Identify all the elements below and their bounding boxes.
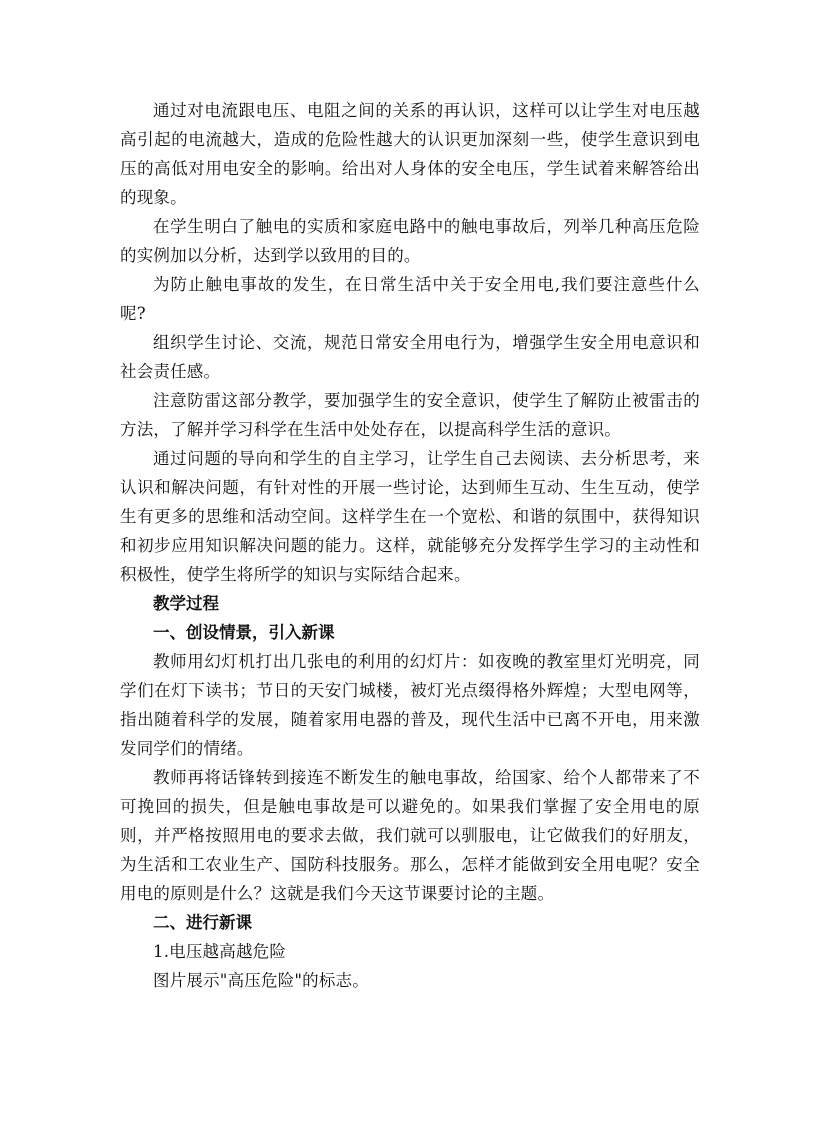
section-2-subheading: 1.电压越高越危险 — [153, 942, 287, 961]
intro-paragraph-6: 通过问题的导向和学生的自主学习，让学生自己去阅读、去分析思考，来认识和解决问题，有针对性的开展一些讨论，达到师生互动、生生互动，使学生有更多的思维和活动空间。这样学生在一个宽松、和谐的氛围中，获得知识和初步应用知识解决问题的能力。这样，就能够充分发挥学生学习的主动性和积极性，使学生将所学的知识与实际结合起来。 — [120, 449, 700, 584]
section-1-paragraph-2: 教师再将话锋转到接连不断发生的触电事故，给国家、给个人都带来了不可挽回的损失，但是触电事故是可以避免的。如果我们掌握了安全用电的原则，并严格按照用电的要求去做，我们就可以驯服电，让它做我们的好朋友，为生活和工农业生产、国防科技服务。那么，怎样才能做到安全用电呢？安全用电的原则是什么？这就是我们今天这节课要讨论的主题。 — [120, 768, 700, 903]
document-page — [120, 96, 700, 995]
intro-paragraph-4: 组织学生讨论、交流，规范日常安全用电行为，增强学生安全用电意识和社会责任感。 — [120, 333, 700, 381]
intro-paragraph-2: 在学生明白了触电的实质和家庭电路中的触电事故后，列举几种高压危险的实例加以分析，达到学以致用的目的。 — [120, 217, 700, 265]
intro-paragraph-5: 注意防雷这部分教学，要加强学生的安全意识，使学生了解防止被雷击的方法，了解并学习科学在生活中处处存在，以提高科学生活的意识。 — [120, 391, 700, 439]
section-1-heading: 一、创设情景，引入新课 — [153, 623, 335, 642]
section-2-heading: 二、进行新课 — [153, 913, 252, 932]
intro-paragraph-3: 为防止触电事故的发生，在日常生活中关于安全用电,我们要注意些什么呢? — [120, 275, 700, 323]
intro-paragraph-1: 通过对电流跟电压、电阻之间的关系的再认识，这样可以让学生对电压越高引起的电流越大，造成的危险性越大的认识更加深刻一些，使学生意识到电压的高低对用电安全的影响。给出对人身体的安全电压，学生试着来解答给出的现象。 — [120, 101, 700, 207]
section-2-paragraph: 图片展示"高压危险"的标志。 — [153, 971, 369, 990]
teaching-process-heading: 教学过程 — [153, 594, 219, 613]
section-1-paragraph-1: 教师用幻灯机打出几张电的利用的幻灯片：如夜晚的教室里灯光明亮，同学们在灯下读书；节日的天安门城楼，被灯光点缀得格外辉煌；大型电网等，指出随着科学的发展，随着家用电器的普及，现代生活中已离不开电，用来激发同学们的情绪。 — [120, 652, 700, 758]
